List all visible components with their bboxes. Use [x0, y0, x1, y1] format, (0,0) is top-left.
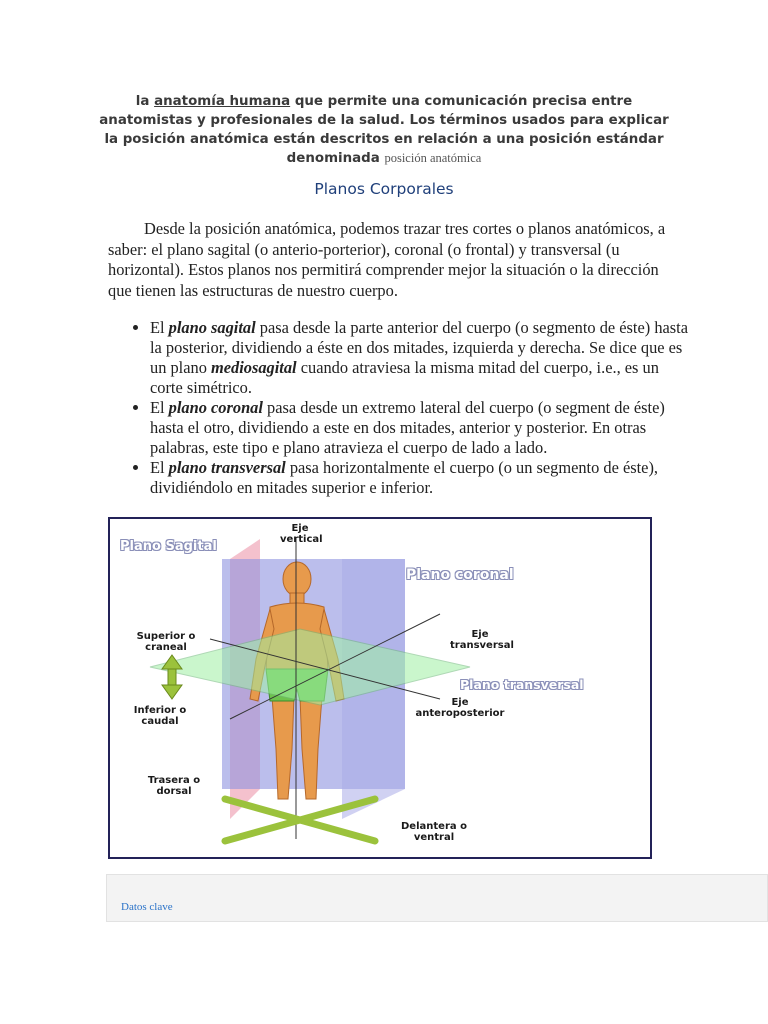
inferior-label: Inferior o caudal	[133, 705, 187, 727]
superior-label: Superior o craneal	[136, 631, 196, 653]
intro-text-1: la	[135, 94, 155, 109]
body-planes-figure	[108, 517, 652, 859]
delantera-label: Delantera o ventral	[401, 821, 467, 843]
intro-tail: posición anatómica	[384, 151, 482, 165]
dorsal-ventral-arrows	[225, 799, 375, 841]
bullet-pre: El	[150, 458, 169, 477]
plano-transversal-label: Plano transversal	[460, 677, 584, 692]
trasera-label: Trasera o dorsal	[147, 775, 201, 797]
bullet-pre: El	[150, 398, 169, 417]
intro-paragraph	[96, 92, 672, 168]
plano-coronal-label: Plano coronal	[406, 567, 514, 583]
term-mediosagital: mediosagital	[211, 358, 297, 377]
intro-text-2: que permite una comunicación precisa entre anatomistas y profesionales de la salud. Los términos usados para explicar la posición anatómica están descritos en relación a una posición estándar denominada	[99, 94, 669, 166]
list-item-sagital	[150, 318, 690, 398]
term-plano-coronal: plano coronal	[168, 398, 263, 417]
bullet-pre: El	[150, 318, 169, 337]
eje-transversal-label: Eje transversal	[450, 629, 514, 651]
datos-clave-link[interactable]: Datos clave	[121, 901, 173, 913]
eje-vertical-label: Eje vertical	[280, 523, 323, 545]
body-paragraph	[108, 219, 668, 301]
planes-list	[124, 318, 690, 498]
anatomia-humana-link[interactable]: anatomía humana	[154, 94, 291, 109]
term-plano-transversal: plano transversal	[168, 458, 286, 477]
list-item-transversal	[150, 458, 690, 498]
plano-sagital-label: Plano Sagital	[120, 539, 217, 554]
term-plano-sagital: plano sagital	[168, 318, 256, 337]
bullet-text-2: cuando atraviesa la misma mitad del cuerpo, i.e., es un corte simétrico.	[150, 358, 659, 397]
paragraph-text: Desde la posición anatómica, podemos trazar tres cortes o planos anatómicos, a saber: el plano sagital (o anterio-porterior), coronal (o frontal) y transversal (u horizontal). Estos planos nos permitirá comprender mejor la situación o la dirección que tienen las estructuras de nuestro cuerpo.	[108, 219, 666, 300]
bullet-text: pasa desde un extremo lateral del cuerpo (o segment de éste) hasta el otro, dividiendo a este en dos mitades, anterior y posterior. En otras palabras, este tipo e plano atravieza el cuerpo de lado a lado.	[150, 398, 665, 457]
bullet-text: pasa desde la parte anterior del cuerpo (o segmento de éste) hasta la posterior, dividiendo a éste en dos mitades, izquierda y derecha. Se dice que es un plano	[150, 318, 688, 377]
bullet-text: pasa horizontalmente el cuerpo (o un segmento de éste), dividiéndolo en mitades superior e inferior.	[150, 458, 659, 497]
section-title: Planos Corporales	[314, 180, 454, 198]
key-facts-box	[106, 874, 768, 922]
eje-anteroposterior-label: Eje anteroposterior	[415, 697, 505, 719]
list-item-coronal	[150, 398, 690, 458]
